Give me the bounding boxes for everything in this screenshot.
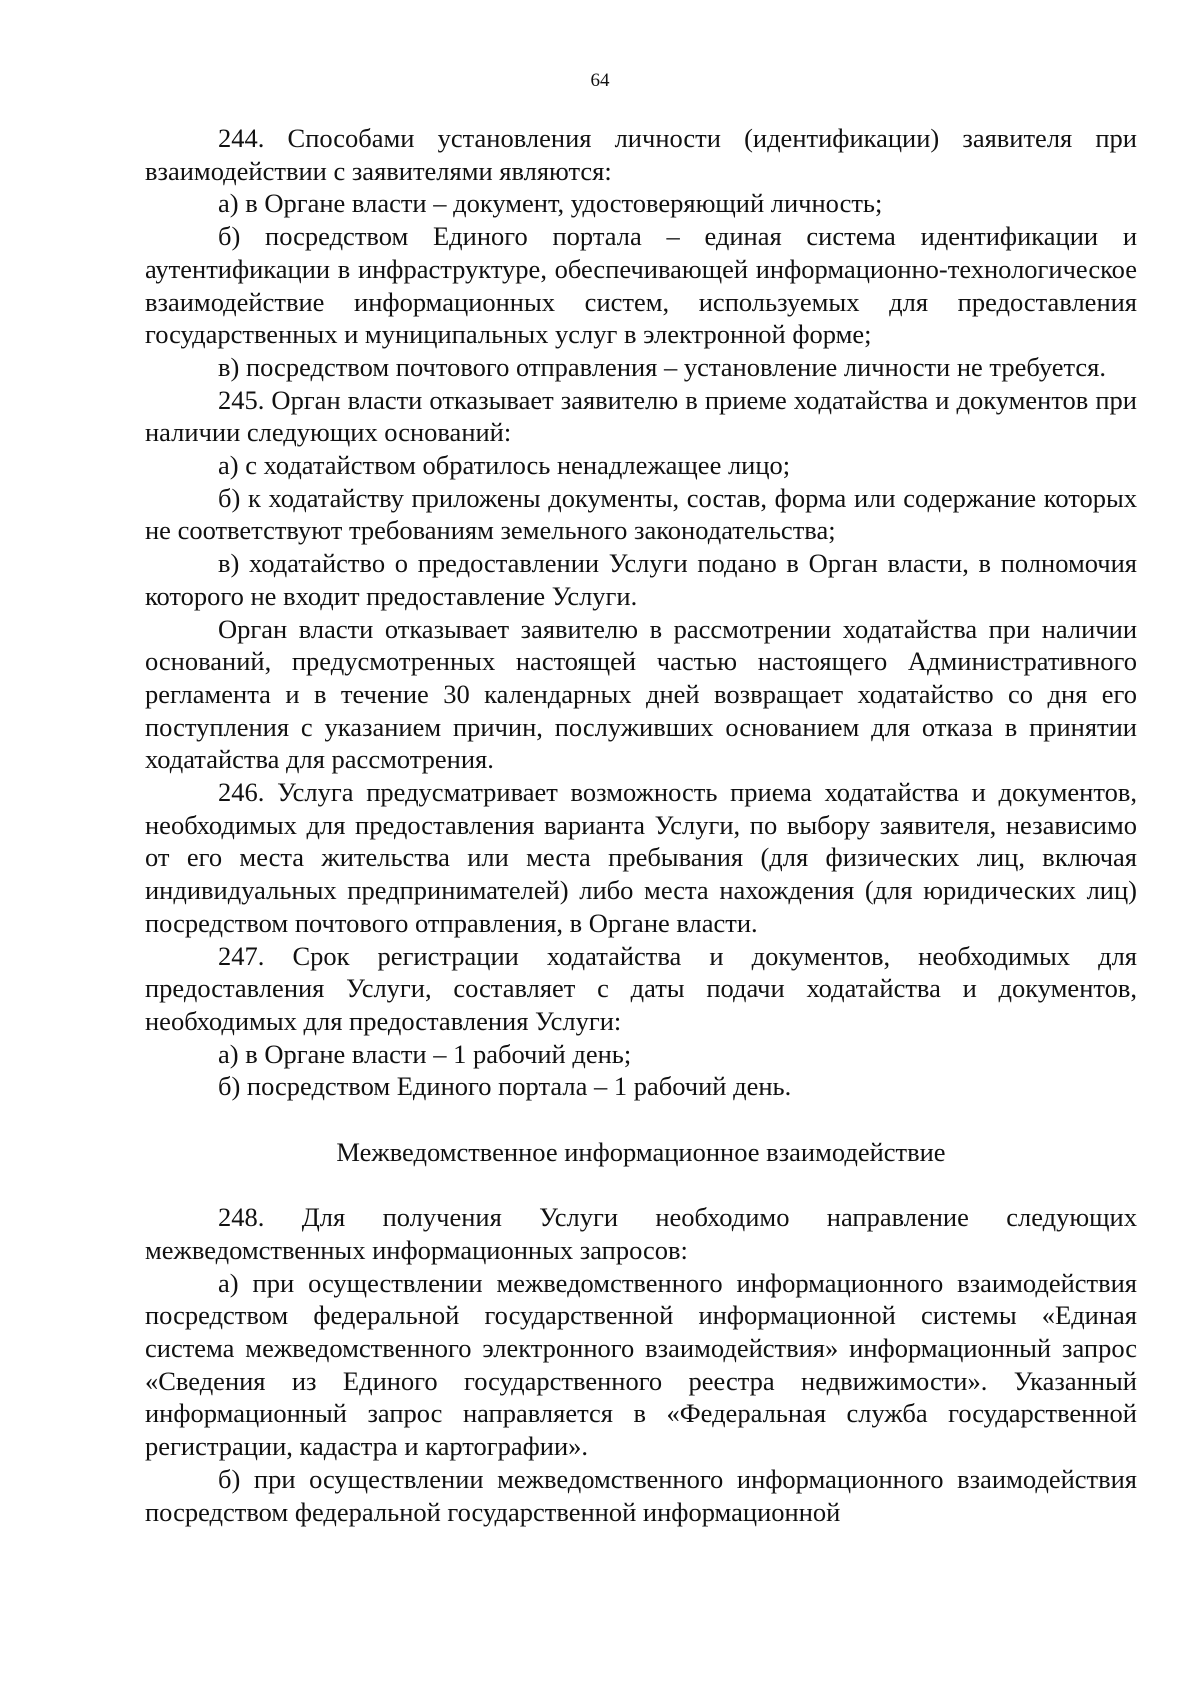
paragraph-248-a: а) при осуществлении межведомственного информационного взаимодействия посредством федеральной государственной информационной системы «Единая система межведомственного электронного взаимодействия» информационный запрос «Сведения из Единого государственного реестра недвижимости». Указанный информационный запрос направляется в «Федеральная служба государственной регистрации, кадастра и картографии». — [145, 1267, 1137, 1462]
paragraph-244-v: в) посредством почтового отправления – установление личности не требуется. — [218, 351, 1106, 382]
paragraph-246: 246. Услуга предусматривает возможность приема ходатайства и документов, необходимых для предоставления варианта Услуги, по выбору заявителя, независимо от его места жительства или места пребывания (для физических лиц, включая индивидуальных предпринимателей) либо места нахождения (для юридических лиц) посредством почтового отправления, в Органе власти. — [145, 777, 1137, 938]
paragraph-244-b: б) посредством Единого портала – единая система идентификации и аутентификации в инфраструктуре, обеспечивающей информационно-технологическое взаимодействие информационных систем, используемых для предоставления государственных и муниципальных услуг в электронной форме; — [145, 221, 1137, 350]
paragraph-245: 245. Орган власти отказывает заявителю в приеме ходатайства и документов при наличии следующих оснований: — [145, 384, 1137, 448]
document-body — [145, 122, 1137, 1528]
paragraph-247-a: а) в Органе власти – 1 рабочий день; — [218, 1038, 632, 1069]
paragraph-248-b: б) при осуществлении межведомственного информационного взаимодействия посредством федеральной государственной информационной — [145, 1463, 1137, 1527]
page-number: 64 — [590, 70, 610, 91]
paragraph-245-refusal: Орган власти отказывает заявителю в рассмотрении ходатайства при наличии оснований, предусмотренных настоящей частью настоящего Административного регламента и в течение 30 календарных дней возвращает ходатайство со дня его поступления с указанием причин, послуживших основанием для отказа в принятии ходатайства для рассмотрения. — [145, 613, 1137, 775]
paragraph-247-b: б) посредством Единого портала – 1 рабочий день. — [218, 1071, 792, 1102]
paragraph-245-b: б) к ходатайству приложены документы, состав, форма или содержание которых не соответствуют требованиям земельного законодательства; — [145, 482, 1137, 546]
section-heading: Межведомственное информационное взаимодействие — [336, 1136, 946, 1167]
paragraph-245-v: в) ходатайство о предоставлении Услуги подано в Орган власти, в полномочия которого не входит предоставление Услуги. — [145, 548, 1137, 611]
paragraph-245-a: а) с ходатайством обратилось ненадлежащее лицо; — [218, 450, 791, 481]
paragraph-244: 244. Способами установления личности (идентификации) заявителя при взаимодействии с заявителями являются: — [145, 123, 1137, 186]
paragraph-247: 247. Срок регистрации ходатайства и документов, необходимых для предоставления Услуги, составляет с даты подачи ходатайства и документов, необходимых для предоставления Услуги: — [145, 940, 1137, 1036]
paragraph-248: 248. Для получения Услуги необходимо направление следующих межведомственных информационных запросов: — [145, 1202, 1137, 1265]
paragraph-244-a: а) в Органе власти – документ, удостоверяющий личность; — [218, 188, 883, 219]
